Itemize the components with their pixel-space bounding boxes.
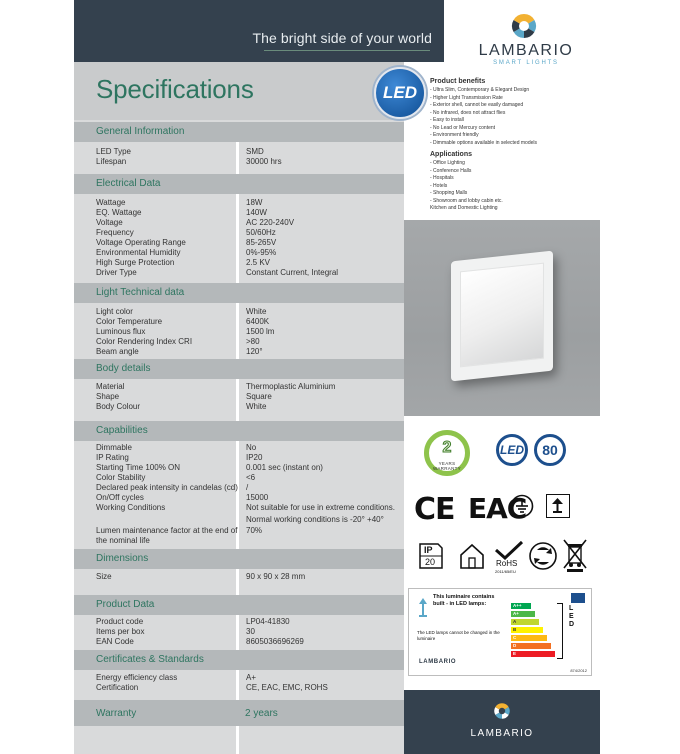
spec-value: IP20 (246, 453, 263, 462)
spec-key: Lumen maintenance factor at the end of (96, 526, 238, 535)
list-item: - Office Lighting (430, 160, 465, 166)
section-title: Certificates & Standards (96, 654, 204, 665)
spec-value: A+ (246, 673, 257, 682)
energy-class-bars (511, 603, 561, 661)
section-general (74, 122, 404, 142)
list-item: - Environment friendly (430, 132, 479, 138)
list-item: - Higher Light Transmission Rate (430, 94, 503, 101)
energy-class-bar: A (511, 619, 539, 625)
spec-key: Starting Time 100% ON (96, 463, 181, 472)
spec-key: Luminous flux (96, 327, 146, 336)
energy-class-bar: B (511, 627, 543, 633)
section-certificates (74, 650, 404, 670)
badges-row (404, 428, 600, 478)
spec-key: Environmental Humidity (96, 248, 181, 257)
cert-row (404, 486, 600, 526)
section-title: Warranty (96, 708, 137, 719)
spec-key: Items per box (96, 627, 145, 636)
energy-class-bar: A+ (511, 611, 535, 617)
warranty-badge (424, 430, 470, 476)
spec-key: Driver Type (96, 268, 137, 277)
house-symbol-icon (458, 542, 486, 570)
spec-value: Constant Current, Integral (246, 268, 339, 277)
led-letter: E (569, 613, 574, 620)
footer-brand-name: LAMBARIO (470, 728, 534, 739)
spec-key: Working Conditions (96, 503, 166, 512)
energy-class-bar: C (511, 635, 547, 641)
section-title: Dimensions (96, 553, 149, 564)
spec-key: Color Stability (96, 473, 146, 482)
benefits-list (430, 87, 600, 147)
spec-key: IP Rating (96, 453, 129, 462)
spec-value: 2.5 KV (246, 258, 271, 267)
spec-value: Thermoplastic Aluminium (246, 382, 336, 391)
energy-lamp-icon (418, 597, 428, 619)
energy-led-letters (569, 605, 577, 629)
brand-subtitle: SMART LIGHTS (493, 60, 559, 66)
section-title: Body details (96, 363, 151, 374)
benefits-title: Product benefits (430, 78, 486, 85)
rohs-mark (492, 540, 526, 576)
spec-value: 90 x 90 x 28 mm (246, 572, 306, 581)
list-item: - Easy to install (430, 117, 464, 123)
applications-list (430, 160, 600, 213)
led-letter: D (569, 621, 575, 628)
section-title: Product Data (96, 599, 155, 610)
list-item: - Hotels (430, 182, 448, 189)
spec-key: Light color (96, 307, 133, 316)
led-letter: L (569, 605, 574, 612)
spec-value: 120° (246, 347, 263, 356)
lamp-diffuser (460, 263, 544, 368)
spec-key: Beam angle (96, 347, 139, 356)
section-product (74, 595, 404, 615)
section-light (74, 283, 404, 303)
spec-value: SMD (246, 147, 264, 156)
led-circle-badge: LED (496, 434, 528, 466)
spec-value: CE, EAC, EMC, ROHS (246, 683, 328, 692)
section-body (74, 359, 404, 379)
warranty-text: YEARS WARRANTY (433, 461, 461, 471)
spec-value: Normal working conditions is -20° +40° (246, 515, 384, 524)
spec-value: AC 220-240V (246, 218, 295, 227)
section-title: Capabilities (96, 425, 148, 436)
energy-label-regulation: 874/2012 (570, 668, 587, 673)
list-item: - No Lead or Mercury content (430, 124, 496, 131)
spec-value: No (246, 443, 257, 452)
spec-key: Wattage (96, 198, 126, 207)
spec-value: 85-265V (246, 238, 277, 247)
spec-value: 30000 hrs (246, 157, 282, 166)
ip-number: 20 (425, 557, 436, 567)
lamp-frame (451, 251, 553, 382)
energy-bracket (557, 603, 563, 659)
section-capabilities (74, 421, 404, 441)
spec-key: Body Colour (96, 402, 141, 411)
spec-key: Size (96, 572, 112, 581)
section-warranty (74, 700, 404, 726)
spec-key: EAN Code (96, 637, 134, 646)
list-item: - Showroom and lobby cabin etc. (430, 197, 503, 204)
page-title: Specifications (96, 74, 254, 104)
list-item: - Hospitals (430, 175, 454, 181)
spec-value: / (246, 483, 249, 492)
rohs-directive: 2011/65/EU (495, 569, 516, 574)
spec-key: Certification (96, 683, 139, 692)
spec-key: Color Rendering Index CRI (96, 337, 193, 346)
spec-value: 6400K (246, 317, 270, 326)
cri-badge: 80 (534, 434, 566, 466)
applications (430, 151, 600, 213)
tagline: The bright side of your world (252, 30, 432, 46)
list-item: - Exterior shell, cannot be easily damaged (430, 102, 524, 108)
spec-value: 140W (246, 208, 267, 217)
checkmark-icon (492, 540, 526, 560)
spec-key: Dimmable (96, 443, 133, 452)
section-title: Electrical Data (96, 178, 161, 189)
energy-label-note: The LED lamps cannot be changed in the luminaire (417, 630, 500, 641)
list-item: - Dimmable options available in selected models (430, 139, 537, 146)
spec-value: 70% (246, 526, 263, 535)
rohs-label: RoHS (496, 559, 518, 568)
spec-panel (74, 62, 417, 754)
cert-row-2 (404, 538, 600, 578)
lamp-symbol-icon (547, 495, 568, 516)
led-badge: LED (374, 67, 426, 119)
brand-name: LAMBARIO (478, 42, 574, 59)
spec-key: Voltage Operating Range (96, 238, 186, 247)
spec-key: Energy efficiency class (96, 673, 178, 682)
ip20-icon (418, 540, 444, 570)
energy-class-bar: E (511, 651, 555, 657)
applications-title: Applications (430, 151, 473, 158)
spec-value: 18W (246, 198, 263, 207)
spec-value: 30 (246, 627, 255, 636)
spec-value: 0.001 sec (instant on) (246, 463, 323, 472)
list-item: - No infrared, does not attract flies (430, 109, 506, 116)
energy-class-bar: D (511, 643, 551, 649)
spec-value: 15000 (246, 493, 269, 502)
list-item: - Shopping Malls (430, 190, 468, 196)
spec-key: Color Temperature (96, 317, 163, 326)
spec-key: Lifespan (96, 157, 127, 166)
tagline-rule (264, 50, 430, 51)
spec-key: Material (96, 382, 125, 391)
warranty-value: 2 years (245, 708, 278, 719)
spec-value: 0%-95% (246, 248, 277, 257)
spec-value: Not suitable for use in extreme conditions. (246, 503, 395, 512)
spec-key: the nominal life (96, 536, 150, 545)
section-electrical (74, 174, 404, 194)
energy-label-brand: LAMBARIO (419, 659, 457, 665)
spec-value: <6 (246, 473, 256, 482)
energy-label (408, 588, 592, 676)
brand-logo-top (446, 0, 606, 76)
weee-bin-icon (562, 538, 588, 572)
spec-value: 8605036696269 (246, 637, 304, 646)
spec-value: >80 (246, 337, 260, 346)
product-benefits (430, 78, 600, 213)
spec-key: Voltage (96, 218, 123, 227)
section-title: General Information (96, 126, 185, 137)
ip-label: IP (424, 545, 433, 555)
section-title: Light Technical data (96, 287, 185, 298)
spec-value: 50/60Hz (246, 228, 276, 237)
ground-symbol-icon (510, 494, 534, 518)
title-area (74, 62, 417, 120)
spec-value: White (246, 402, 267, 411)
spec-value: White (246, 307, 267, 316)
green-dot-icon (528, 540, 558, 572)
energy-class-bar: A++ (511, 603, 531, 609)
footer-band (404, 690, 600, 754)
indoor-use-icon (546, 494, 570, 518)
list-item: - Conference Halls (430, 167, 472, 174)
list-item: Kitchen and Domestic Lighting (430, 205, 498, 211)
spec-key: EQ. Wattage (96, 208, 142, 217)
spec-key: Product code (96, 617, 144, 626)
footer-logo-icon (493, 702, 511, 720)
list-item: - Ultra Slim, Contemporary & Elegant Design (430, 87, 530, 93)
header-band (74, 0, 444, 62)
eac-mark: EAC (468, 492, 527, 525)
spec-key: High Surge Protection (96, 258, 175, 267)
spec-key: On/Off cycles (96, 493, 144, 502)
spec-key: Frequency (96, 228, 134, 237)
spec-value: Square (246, 392, 272, 401)
spec-value: LP04-41830 (246, 617, 290, 626)
product-photo (404, 220, 600, 416)
ce-mark: CE (414, 492, 455, 527)
spec-key: Shape (96, 392, 120, 401)
warranty-years: 2 (442, 439, 452, 456)
lambario-logo-icon (510, 12, 538, 40)
spec-value: 1500 lm (246, 327, 275, 336)
section-dimensions (74, 549, 404, 569)
energy-label-title: This luminaire contains built - in LED lamps: (433, 594, 495, 607)
spec-key: LED Type (96, 147, 131, 156)
eu-flag-icon (571, 593, 585, 603)
spec-key: Declared peak intensity in candelas (cd) (96, 483, 238, 492)
